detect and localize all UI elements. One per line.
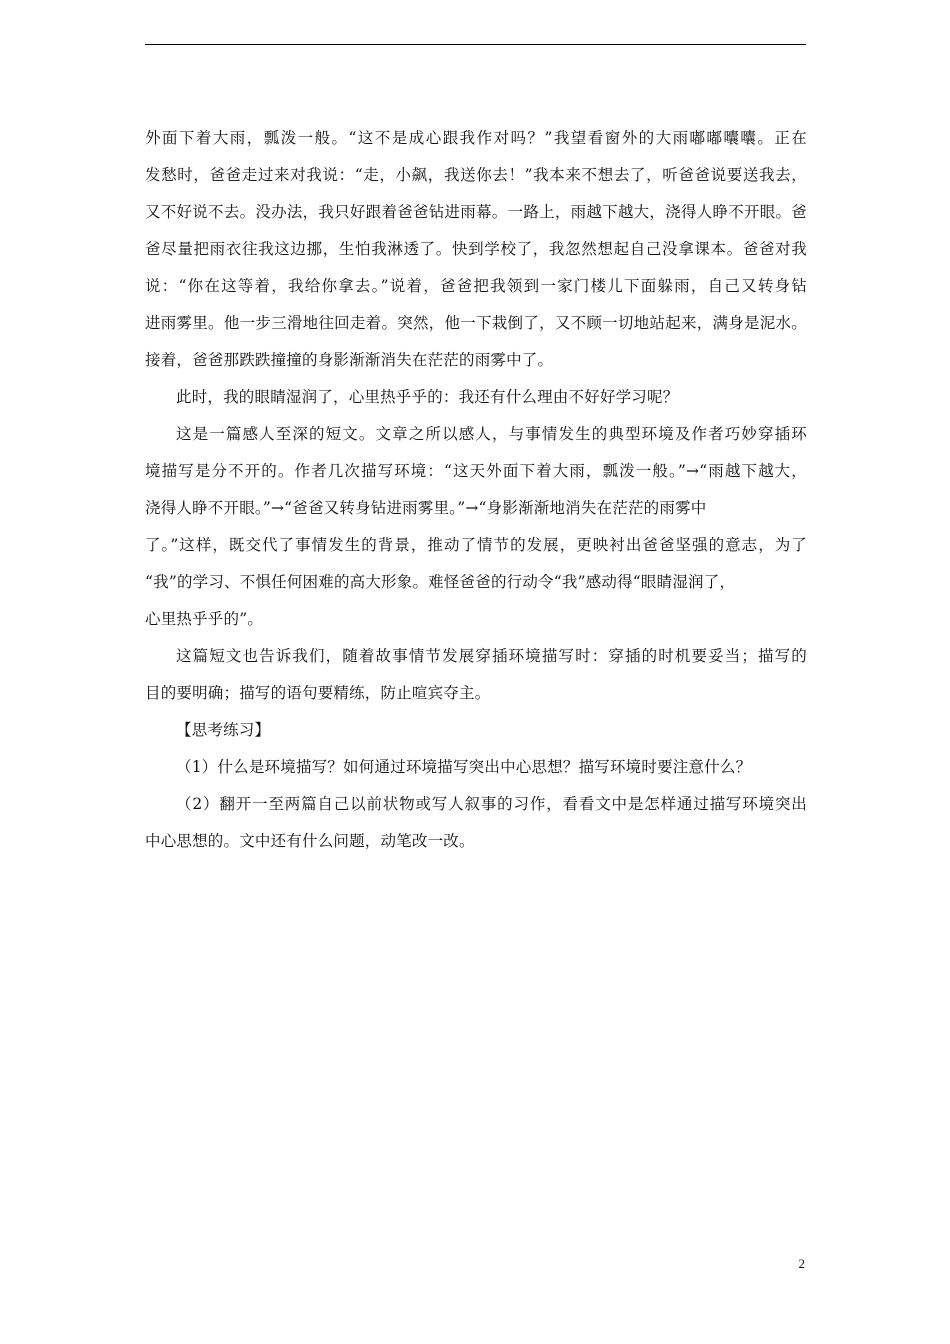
text-line: “我”的学习、不惧任何困难的高大形象。难怪爸爸的行动令“我”感动得“眼睛湿润了， <box>145 573 736 591</box>
paragraph-analysis <box>145 416 807 638</box>
text-line: （2）翻开一至两篇自己以前状物或写人叙事的习作，看看文中是怎样通过描写环境突出 <box>176 795 807 813</box>
paragraph-feeling <box>145 379 807 416</box>
exercise-item-1 <box>145 749 807 786</box>
text-line: 目的要明确；描写的语句要精练，防止喧宾夺主。 <box>145 684 491 702</box>
text-line: 发愁时，爸爸走过来对我说：“走，小飙，我送你去！”我本来不想去了，听爸爸说要送我去， <box>145 166 807 184</box>
text-line: 外面下着大雨，瓢泼一般。“这不是成心跟我作对吗？”我望看窗外的大雨嘟嘟囔囔。正在 <box>145 129 807 147</box>
text-line: 了。”这样，既交代了事情发生的背景，推动了情节的发展，更映衬出爸爸坚强的意志，为了 <box>145 536 807 554</box>
page-number: 2 <box>798 1256 805 1271</box>
exercise-item-2 <box>145 786 807 860</box>
text-line: 说：“你在这等着，我给你拿去。”说着，爸爸把我领到一家门楼儿下面躲雨，自己又转身钻 <box>145 277 807 295</box>
text-line: （1）什么是环境描写？如何通过环境描写突出中心思想？描写环境时要注意什么？ <box>176 758 752 776</box>
text-line: 浇得人睁不开眼。”→“爸爸又转身钻进雨雾里。”→“身影渐渐地消失在茫茫的雨雾中 <box>145 499 707 517</box>
header-rule <box>145 44 806 45</box>
paragraph-story <box>145 120 807 379</box>
text-line: 心里热乎乎的”。 <box>145 610 264 628</box>
text-line: 接着，爸爸那跌跌撞撞的身影渐渐消失在茫茫的雨雾中了。 <box>145 351 554 369</box>
text-line: 进雨雾里。他一步三滑地往回走着。突然，他一下栽倒了，又不顾一切地站起来，满身是泥水。 <box>145 314 807 332</box>
text-line: 这篇短文也告诉我们，随着故事情节发展穿插环境描写时：穿插的时机要妥当；描写的 <box>176 647 807 665</box>
text-line: 爸尽量把雨衣往我这边挪，生怕我淋透了。快到学校了，我忽然想起自己没拿课本。爸爸对我 <box>145 240 807 258</box>
text-line: 此时，我的眼睛湿润了，心里热乎乎的：我还有什么理由不好好学习呢？ <box>176 388 679 406</box>
paragraph-lesson <box>145 638 807 712</box>
text-line: 境描写是分不开的。作者几次描写环境：“这天外面下着大雨，瓢泼一般。”→“雨越下越大， <box>145 462 807 480</box>
text-line: 又不好说不去。没办法，我只好跟着爸爸钻进雨幕。一路上，雨越下越大，浇得人睁不开眼。爸 <box>145 203 807 221</box>
document-body <box>145 120 807 860</box>
exercises-heading <box>145 712 807 749</box>
text-line: 【思考练习】 <box>176 721 271 739</box>
text-line: 这是一篇感人至深的短文。文章之所以感人，与事情发生的典型环境及作者巧妙穿插环 <box>176 425 807 443</box>
text-line: 中心思想的。文中还有什么问题，动笔改一改。 <box>145 832 475 850</box>
